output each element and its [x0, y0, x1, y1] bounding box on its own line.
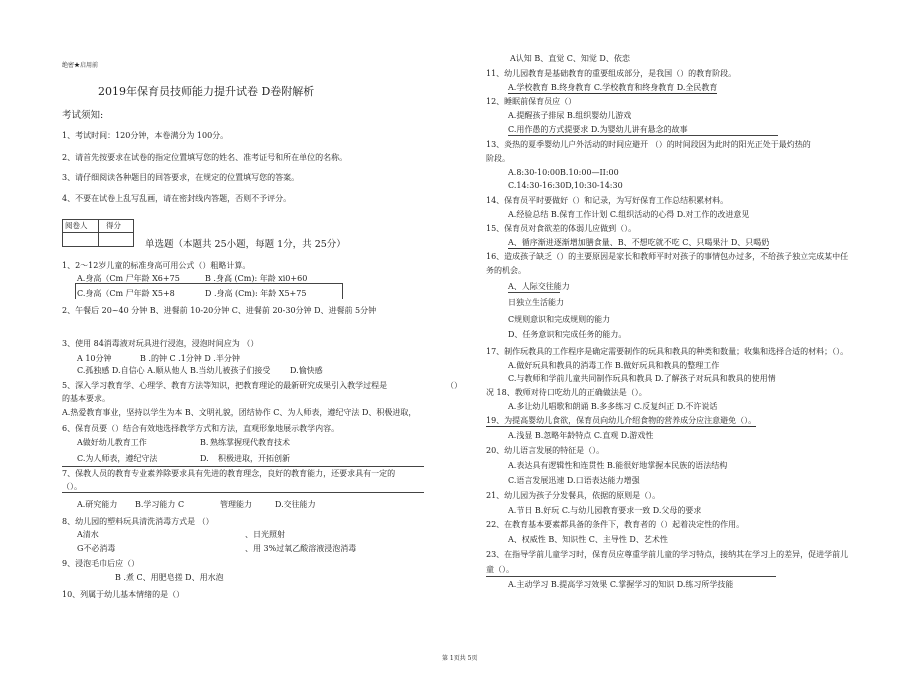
question-23-cont: 童（）。: [486, 565, 514, 574]
option: G不必消毒: [77, 544, 116, 553]
option-label: D.: [200, 454, 209, 463]
option: D、任务意识和完成任务的能力。: [508, 330, 627, 339]
option: 积极进取，开拓创新: [218, 454, 290, 463]
notice-item: 4、不要在试卷上乱写乱画，请在密封线内答题，否则不予评分。: [62, 194, 292, 203]
option: A.研究能力: [77, 500, 118, 509]
question-11: 11、幼儿园教育是基础教育的重要组成部分，是我国（）的教育阶段。: [486, 69, 737, 78]
option: D.交往能力: [275, 500, 316, 509]
option: A.表达具有逻辑性和连贯性 B.能很好地掌握本民族的语法结构: [508, 461, 728, 470]
question-17: 17、制作玩教具的工作程序是确定需要制作的玩具和教具的种类和数量；收集和选择合适的材料；（）。: [486, 347, 849, 356]
question-2: 2、午餐后 20~40 分钟 B、进餐前 10-20分钟 C、进餐前 20-30分钟 D、进餐前 5分钟: [62, 306, 377, 315]
option: C.与教师和学前儿童共同制作玩具和教具 D.了解孩子对玩具和教具的使用情: [508, 374, 776, 383]
question-10: 10、列属于幼儿基本情绪的是（）: [62, 590, 185, 599]
option-frame: [75, 283, 343, 299]
option: A.浅显 B.忽略年龄特点 C.直观 D.游戏性: [508, 431, 654, 440]
option: B .煮 C、用肥皂搓 D、用水泡: [115, 573, 224, 582]
question-9: 9、浸泡毛巾后应（）: [62, 559, 140, 568]
score-table-header-reviewer: 阅卷人: [65, 221, 88, 230]
option: B.学习能力 C: [135, 500, 185, 509]
option: 、用 3%过氧乙酸溶液浸泡消毒: [245, 544, 357, 553]
question-15: 15、保育员对食欲差的体弱儿应做到（）。: [486, 224, 637, 233]
option: 日独立生活能力: [508, 298, 564, 307]
question-5-blank: （）: [446, 381, 462, 390]
option: A认知 B、直觉 C、知觉 D、依恋: [510, 54, 630, 63]
question-5: 5、深入学习教育学、心理学、教育方法等知识，把教育理论的最新研究成果引入教学过程是: [62, 381, 388, 390]
option: A清水: [77, 530, 99, 539]
option: 管理能力: [220, 500, 252, 509]
question-6: 6、保育员要（）结合有效地选择教学方式和方法，直观形象地展示教学内容。: [62, 424, 340, 433]
option: A.8:30-10:00B.10:00—II:00: [508, 168, 619, 177]
option: C.14:30-16:30D,10:30-14:30: [508, 181, 623, 190]
option: A.经验总结 B.保育工作计划 C.组织活动的心得 D.对工作的改进意见: [508, 210, 750, 219]
notice-heading: 考试须知:: [62, 110, 104, 121]
option: 熟练掌握现代教育技术: [210, 438, 290, 447]
notice-item: 2、请首先按要求在试卷的指定位置填写您的姓名、准考证号和所在单位的名称。: [62, 153, 348, 162]
option: A.身高（Cm 尸年龄 X6+75: [77, 274, 180, 283]
question-8: 8、幼儿园的塑料玩具清洗消毒方式是 （）: [62, 517, 214, 526]
option: A.热爱教育事业，坚持以学生为本 B、文明礼貌，团结协作 C、为人师表，遵纪守法 D、积极进取，: [62, 408, 417, 417]
question-13-cont: 阶段。: [486, 154, 510, 163]
page-title: 2019年保育员技师能力提升试卷 D卷附解析: [98, 85, 315, 98]
option: C规则意识和完成规则的能力: [508, 315, 611, 324]
option: A.节日 B.好玩 C.与幼儿园教育要求一致 D.父母的要求: [508, 506, 702, 515]
notice-item: 1、考试时间：120分钟，本卷满分为 100分。: [62, 131, 229, 140]
option: A、循序渐进逐渐增加膳食量、B、不想吃就不吃 C、只喝果汁 D、只喝奶: [508, 238, 770, 247]
option: A.学校教育 B.终身教育 C.学校教育和终身教育 D.全民教育: [508, 83, 718, 92]
option-label: B.: [200, 438, 209, 447]
question-22: 22、在教育基本要素都具备的条件下，教育者的（）起着决定性的作用。: [486, 520, 745, 529]
question-23: 23、在指导学前儿童学习时，保育员应尊重学前儿童的学习特点，接纳其在学习上的差异，促进学前儿: [486, 550, 849, 559]
question-3: 3、使用 84消毒液对玩具进行浸泡，浸泡时间应为 （）: [62, 339, 259, 348]
option: A做好幼儿教育工作: [77, 438, 147, 447]
section-title: 单选题（本题共 25小题，每题 1分，共 25分）: [145, 239, 346, 250]
secret-mark: 绝密★启用前: [62, 62, 99, 69]
option: B .身高 (Cm): 年龄 xi0+60: [205, 274, 308, 283]
question-16: 16、造成孩子缺乏（）的主要原因是家长和教师平时对孩子的事情包办过多，不给孩子独立完成某中任: [486, 252, 849, 261]
question-16-cont: 务的机会。: [486, 266, 526, 275]
option: D .身高 (Cm): 年龄 X5+75: [205, 289, 307, 298]
page-number: 第 1页共 5页: [442, 655, 478, 662]
option: B .的钟 C .1分钟 D .半分钟: [140, 354, 240, 363]
option: C.身高（Cm 尸年龄 X5+8: [77, 289, 175, 298]
option: A、人际交往能力: [508, 282, 570, 291]
question-1: 1、2～12岁儿童的标准身高可用公式（）粗略计算。: [62, 261, 251, 270]
question-20: 20、幼儿语言发展的特征是（）。: [486, 446, 605, 455]
question-12: 12、睡眠前保育员应（）: [486, 97, 577, 106]
option: C.孤独感 D.自信心 A.顺从他人 B.当幼儿被孩子们接受: [77, 366, 271, 375]
question-7: 7、保教人员的教育专业素养除要求具有先进的教育理念，良好的教育能力，还要求具有一定的: [62, 469, 396, 478]
option: A.主动学习 B.提高学习效果 C.掌握学习的知识 D.练习所学技能: [508, 580, 734, 589]
question-5-cont: 的基本要求。: [62, 394, 110, 403]
score-table-header-score: 得分: [106, 221, 121, 230]
option: D.愉快感: [290, 366, 323, 375]
option: A.提醒孩子排尿 B.组织婴幼儿游戏: [508, 111, 632, 120]
notice-item: 3、请仔细阅读各种题目的回答要求，在规定的位置填写您的答案。: [62, 173, 300, 182]
option: A 10分钟: [77, 354, 112, 363]
question-13: 13、炎热的夏季婴幼儿户外活动的时间应避开 （）的时间段因为此时的阳光正处于最灼热的: [486, 140, 811, 149]
question-21: 21、幼儿园为孩子分发餐具，依据的原则是（）。: [486, 491, 661, 500]
question-7-cont: （）。: [62, 482, 82, 491]
option: C.语言发展迅速 D.口语表达能力增强: [508, 476, 640, 485]
question-14: 14、保育员平时要做好（）和记录，为写好保育工作总结积累材料。: [486, 196, 729, 205]
option: C.为人师表，遵纪守法: [77, 454, 158, 463]
option: A.多让幼儿唱歌和朗诵 B.多多练习 C.反复纠正 D.不许说话: [508, 402, 718, 411]
question-19: 19、为提高婴幼儿食欲，保育员向幼儿介绍食物的营养成分应注意避免（）。: [486, 416, 757, 425]
option: C.用作愚的方式提要求 D.为婴幼儿讲有悬念的故事: [508, 125, 688, 134]
option: A、权威性 B、知识性 C、主导性 D、艺术性: [508, 535, 668, 544]
option: A.做好玩具和教具的消毒工作 B.做好玩具和教具的整理工作: [508, 361, 720, 370]
question-18: 况 18、教师对待口吃幼儿的正确做法是（）。: [486, 388, 647, 397]
option: 、日光照射: [245, 530, 285, 539]
